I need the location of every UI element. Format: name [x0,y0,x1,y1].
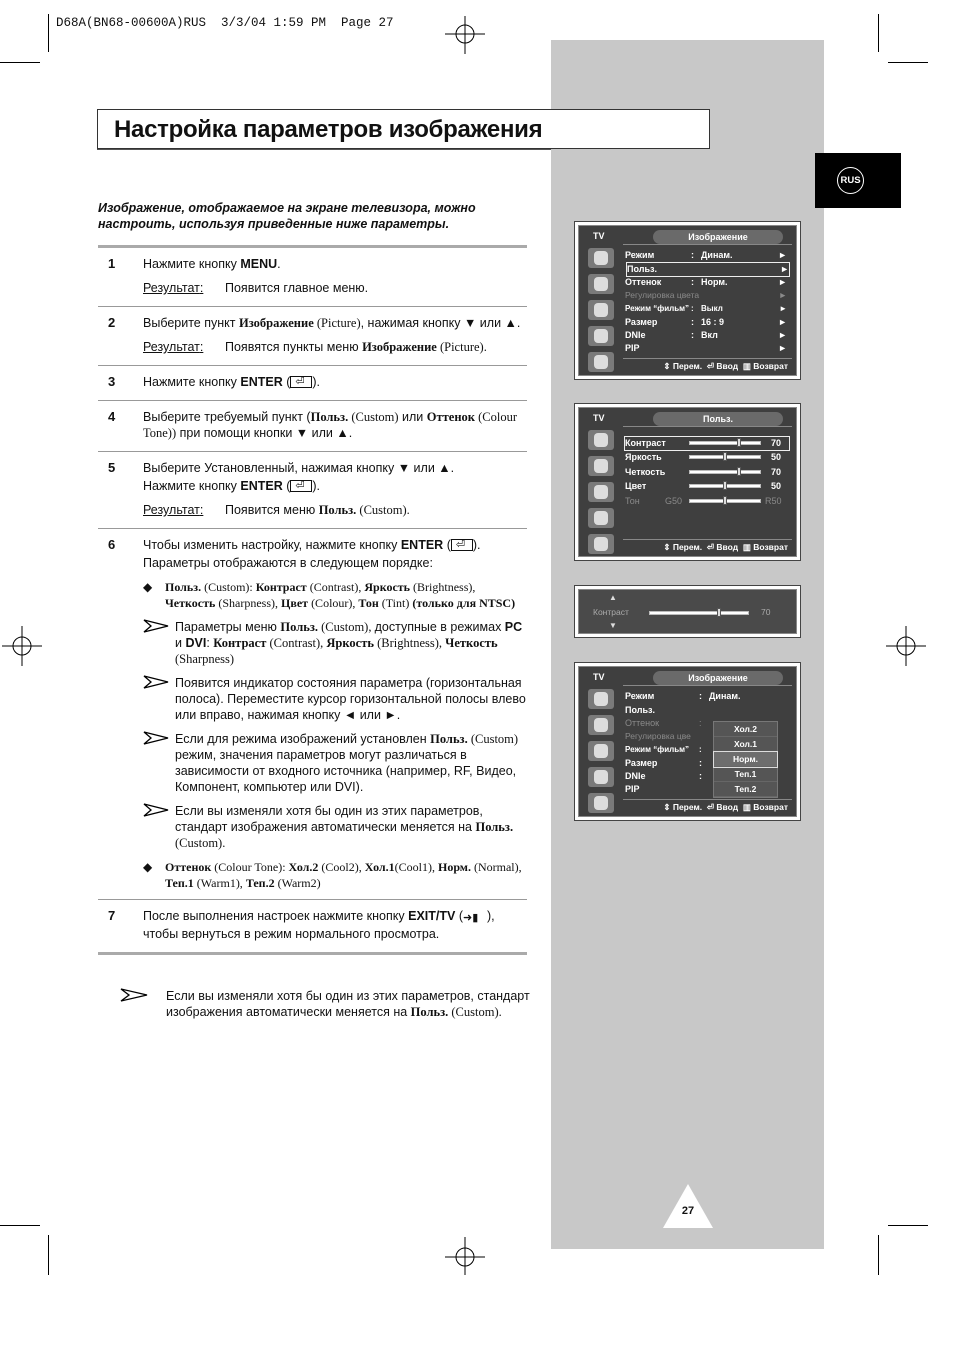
enter-icon: ⏎ [706,542,714,552]
step-result: Результат: Появится меню Польз. (Custom). [143,503,410,517]
osd-screen-slider [574,585,801,638]
result-label: Результат: [143,503,204,517]
sound-icon [588,482,614,502]
step-result: Результат: Появится главное меню. [143,281,369,295]
osd-menu-item[interactable]: Режим : Динам. ► [625,250,787,260]
osd-slider-item[interactable]: Контраст 70 [625,437,789,450]
crop-mark [48,14,49,52]
channel-icon [588,767,614,787]
osd-icon-column [585,248,617,378]
picture-icon [588,274,614,294]
osd-slider-item[interactable]: Четкость 70 [625,467,782,477]
input-icon [588,689,614,709]
osd-menu-item[interactable]: Размер : 16 : 9 ► [625,317,787,327]
osd-menu-item[interactable]: Регулировка цвета ► [625,290,787,300]
arrow-right-icon: ► [778,250,787,260]
step-number: 4 [108,409,116,424]
dropdown-option[interactable]: Норм. [714,752,777,767]
registration-mark-icon [445,14,485,54]
step-number: 7 [108,908,116,923]
osd-menu-item[interactable]: Режим “фильм” : [625,745,702,754]
channel-icon [588,326,614,346]
dropdown-option[interactable]: Хол.2 [714,722,777,737]
step-text: Нажмите кнопку ENTER (⏎ ). [143,478,527,494]
arrow-right-icon: ► [778,330,787,340]
crop-mark [878,14,879,52]
enter-icon [290,376,312,388]
move-icon: ⇕ [663,361,671,371]
level-knob [717,608,721,617]
enter-icon: ⏎ [706,361,714,371]
osd-menu-item[interactable]: Оттенок : [625,718,702,728]
step-text: Чтобы изменить настройку, нажмите кнопку ENTER (⏎ ). [143,537,527,553]
step-text: чтобы вернуться в режим нормального просмотра. [143,927,440,941]
level-knob [723,496,727,505]
osd-slider-label: Контраст [593,607,629,617]
intro-text: Изображение, отображаемое на экране телевизора, можно настроить, используя приведенные ниже параметры. [98,201,476,231]
osd-source-label: TV [593,672,605,682]
crop-mark [0,1225,40,1226]
menu-icon: ▥ [742,361,751,371]
level-bar [689,455,761,459]
crop-mark [878,1235,879,1275]
step-number: 5 [108,460,116,475]
osd-menu-item[interactable]: Режим “фильм” : Выкл ► [625,304,787,313]
bottom-note: Если вы изменяли хотя бы один из этих параметров, стандарт изображения автоматически меняется на Польз. (Custom). [120,988,540,1020]
osd-slider-item[interactable]: Тон G50 R50 [625,496,782,506]
step-text: Параметры отображаются в следующем порядке: [143,556,433,570]
osd-icon-column [585,689,617,819]
osd-menu-item[interactable]: Польз. [625,705,655,715]
step-text: Выберите пункт Изображение (Picture), нажимая кнопку ▼ или ▲. [143,316,521,330]
osd-slider-value: 70 [761,607,771,617]
move-icon: ⇕ [663,542,671,552]
osd-slider-item[interactable]: Цвет 50 [625,481,782,491]
level-bar [689,470,761,474]
enter-icon [451,539,473,551]
osd-menu-tab: Изображение [653,230,783,244]
arrow-up-icon: ▲ [609,593,617,602]
colour-tone-dropdown[interactable] [713,721,778,798]
bullet-item: ◆ Оттенок (Colour Tone): Хол.2 (Cool2), Хол.1(Cool1), Норм. (Normal), Теп.1 (Warm1), Теп.2 (Warm2) [143,860,522,890]
page-title: Настройка параметров изображения [114,116,543,143]
arrow-right-icon: ► [778,290,787,300]
note-item: Параметры меню Польз. (Custom), доступные в режимах PC и DVI: Контраст (Contrast), Яркость (Brightness), Четкость (Sharpness) [143,619,527,667]
step-number: 6 [108,537,116,552]
arrow-right-icon: ► [778,277,787,287]
arrow-right-icon: ► [779,304,787,313]
registration-mark-icon [886,626,926,666]
note-item: Если вы изменяли хотя бы один из этих параметров, стандарт изображения автоматически меняется на Польз. (Custom). [143,803,527,851]
osd-source-label: TV [593,413,605,423]
osd-menu-item[interactable]: DNIe : [625,771,702,781]
input-icon [588,430,614,450]
step-text: Нажмите кнопку ENTER (⏎ ). [143,374,527,390]
crop-mark [888,62,928,63]
arrow-right-icon: ► [778,343,787,353]
sound-icon [588,300,614,320]
channel-icon [588,508,614,528]
steps-list [98,245,527,955]
step-5 [98,452,527,529]
osd-menu-item[interactable]: DNIe : Вкл ► [625,330,787,340]
step-3 [98,366,527,401]
osd-screen-picture-menu [574,221,801,380]
level-knob [723,481,727,490]
level-knob [723,452,727,461]
level-bar [689,484,761,488]
note-arrow-icon [120,988,148,1002]
osd-screen-custom-menu [574,403,801,561]
step-number: 1 [108,256,116,271]
language-tab [815,153,901,208]
osd-menu-item[interactable]: Режим : Динам. [625,691,741,701]
dropdown-option[interactable]: Теп.1 [714,767,777,782]
step-number: 3 [108,374,116,389]
print-header: D68A(BN68-00600A)RUS 3/3/04 1:59 PM Page 27 [56,16,394,30]
enter-icon: ⏎ [706,802,714,812]
step-text: Нажмите кнопку MENU. [143,257,281,271]
note-arrow-icon [143,675,169,689]
step-2 [98,307,527,366]
step-text: После выполнения настроек нажмите кнопку EXIT/TV (➜▮ ), [143,909,495,924]
step-1 [98,248,527,307]
divider [97,149,551,150]
result-label: Результат: [143,340,204,354]
step-text: Выберите Установленный, нажимая кнопку ▼ или ▲. [143,461,455,475]
osd-menu-item[interactable]: Польз. ► [627,264,789,274]
arrow-right-icon: ► [780,264,789,274]
enter-icon [290,480,312,492]
step-4 [98,401,527,452]
menu-icon: ▥ [742,802,751,812]
level-knob [737,467,741,476]
osd-slider-item[interactable]: Яркость 50 [625,452,782,462]
arrow-down-icon: ▼ [609,621,617,630]
osd-menu-item[interactable]: Регулировка цве [625,731,691,741]
step-7 [98,900,527,955]
osd-menu-item[interactable]: Оттенок : Норм. ► [625,277,787,287]
exit-tv-icon: ➜▮ [462,912,479,924]
osd-footer: ⇕ Перем. ⏎ Ввод ▥ Возврат [663,542,788,552]
language-badge: RUS [837,167,864,194]
crop-mark [0,62,40,63]
registration-mark-icon [445,1237,485,1277]
registration-mark-icon [2,626,42,666]
result-label: Результат: [143,281,204,295]
level-knob [737,438,741,447]
osd-footer: ⇕ Перем. ⏎ Ввод ▥ Возврат [663,361,788,371]
diamond-bullet-icon: ◆ [143,860,153,874]
level-bar[interactable] [649,611,749,615]
note-item: Появится индикатор состояния параметра (горизонтальная полоса). Переместите курсор горизонтальной полосы влево или вправо, нажимая кнопку ◄ или ►. [143,675,527,723]
note-arrow-icon [143,731,169,745]
osd-menu-item[interactable]: PIP [625,784,640,794]
picture-icon [588,456,614,476]
step-number: 2 [108,315,116,330]
page-number: 27 [681,1205,695,1217]
note-item: Если для режима изображений установлен Польз. (Custom) режим, значения параметров могут различаться в зависимости от входного источника (например, RF, Видео, Компонент, компьютер или DVI). [143,731,527,795]
level-bar [689,441,761,445]
note-arrow-icon [143,803,169,817]
input-icon [588,248,614,268]
menu-icon: ▥ [742,542,751,552]
bullet-item: ◆ Польз. (Custom): Контраст (Contrast), Яркость (Brightness), Четкость (Sharpness), Цвет (Colour), Тон (Tint) (только для NTSC) [143,580,516,610]
osd-screen-colour-tone [574,662,801,821]
osd-menu-tab: Польз. [653,412,783,426]
step-result: Результат: Появятся пункты меню Изображение (Picture). [143,340,487,354]
picture-icon [588,715,614,735]
title-box [97,109,710,149]
osd-source-label: TV [593,231,605,241]
osd-menu-item[interactable]: Размер : [625,758,702,768]
osd-menu-item[interactable]: PIP ► [625,343,787,353]
crop-mark [48,1235,49,1275]
dropdown-option[interactable]: Хол.1 [714,737,777,752]
diamond-bullet-icon: ◆ [143,580,153,594]
move-icon: ⇕ [663,802,671,812]
osd-menu-tab: Изображение [653,671,783,685]
crop-mark [888,1225,928,1226]
note-arrow-icon [143,619,169,633]
osd-footer: ⇕ Перем. ⏎ Ввод ▥ Возврат [663,802,788,812]
level-bar [689,499,761,503]
step-6 [98,529,527,900]
dropdown-option[interactable]: Теп.2 [714,782,777,797]
sound-icon [588,741,614,761]
arrow-right-icon: ► [778,317,787,327]
step-text: Выберите требуемый пункт (Польз. (Custom) или Оттенок (Colour Tone)) при помощи кнопки ▼ или ▲. [143,410,518,440]
